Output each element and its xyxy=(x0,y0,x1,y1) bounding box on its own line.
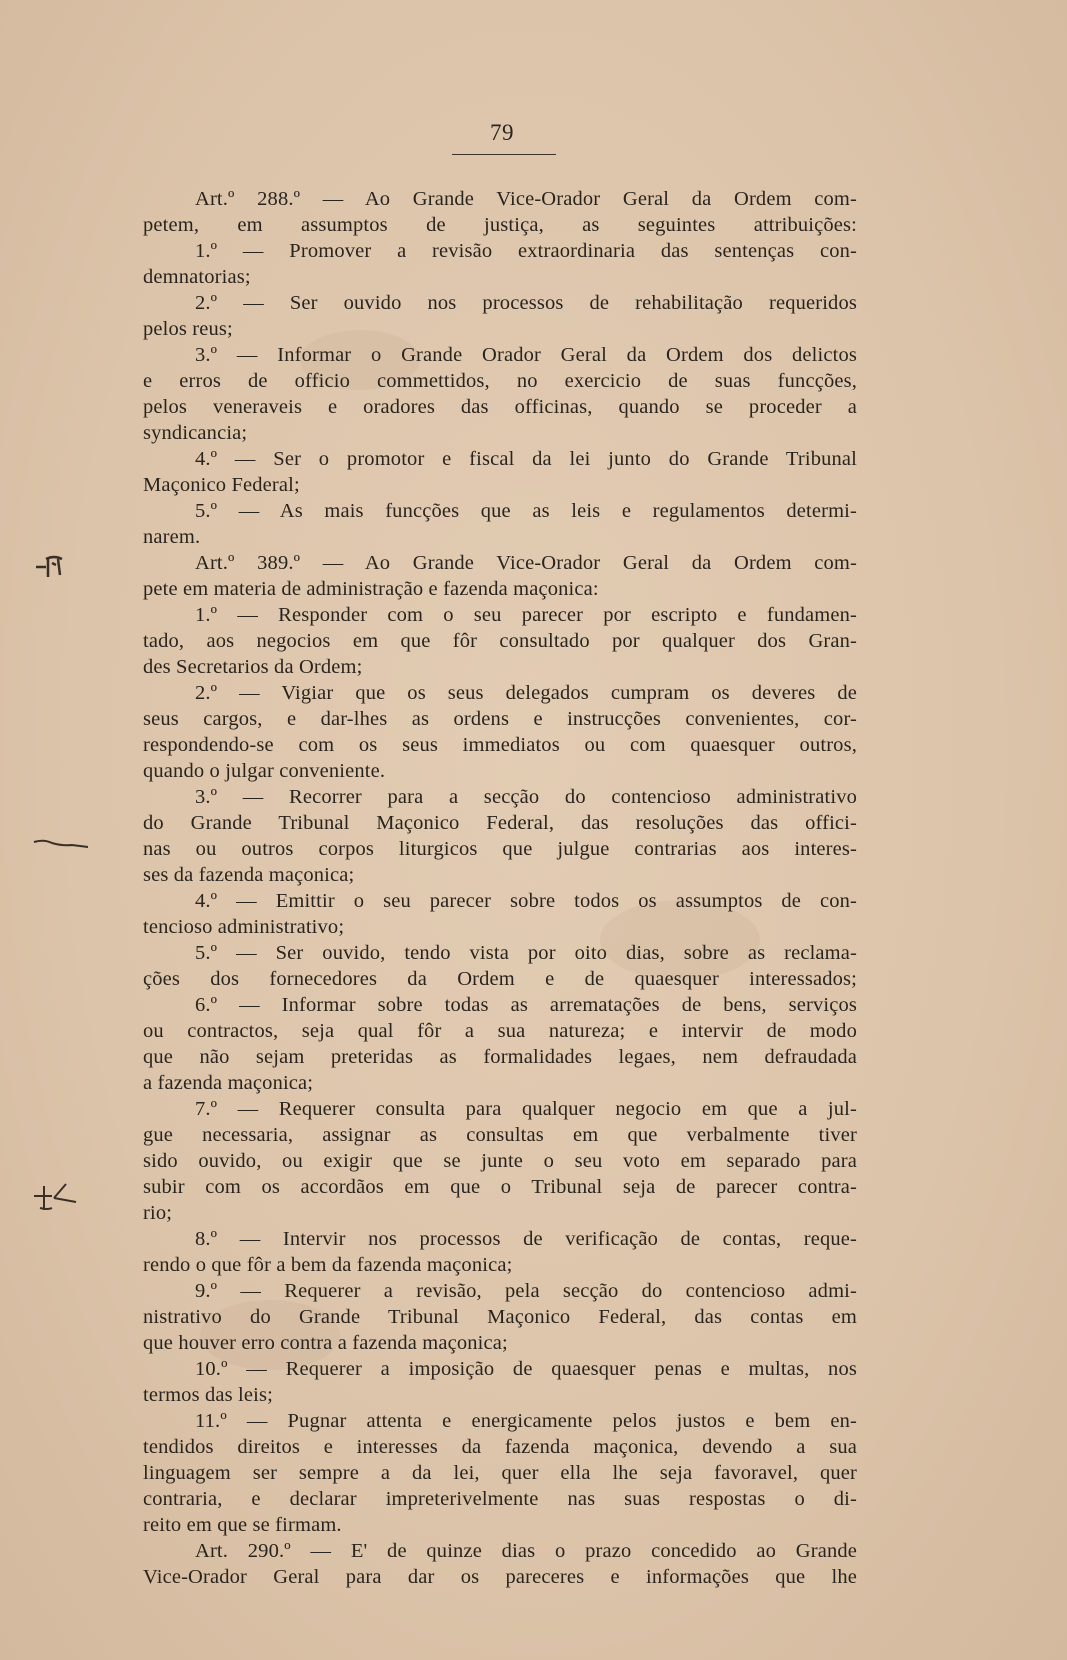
text-line: que houver erro contra a fazenda maçonica; xyxy=(143,1332,508,1354)
text-line: sido ouvido, ou exigir que se junte o seu voto em separado para xyxy=(143,1150,857,1172)
text-line: linguagem ser sempre a da lei, quer ella lhe seja favoravel, quer xyxy=(143,1462,857,1484)
text-line: 11.º — Pugnar attenta e energicamente pelos justos e bem en- xyxy=(195,1410,857,1432)
text-line: respondendo-se com os seus immediatos ou com quaesquer outros, xyxy=(143,734,857,756)
text-line: pelos veneraveis e oradores das officinas, quando se proceder a xyxy=(143,396,857,418)
text-line: 6.º — Informar sobre todas as arrematações de bens, serviços xyxy=(195,994,857,1016)
text-line: a fazenda maçonica; xyxy=(143,1072,314,1094)
text-line: subir com os accordãos em que o Tribunal seja de parecer contra- xyxy=(143,1176,857,1198)
text-line: 5.º — As mais funcções que as leis e regulamentos determi- xyxy=(195,500,857,522)
text-line: gue necessaria, assignar as consultas em que verbalmente tiver xyxy=(143,1124,857,1146)
text-line: rio; xyxy=(143,1202,173,1224)
text-line: 8.º — Intervir nos processos de verificação de contas, reque- xyxy=(195,1228,857,1250)
text-line: 2.º — Ser ouvido nos processos de rehabilitação requeridos xyxy=(195,292,857,314)
margin-pencil-mark xyxy=(34,553,74,581)
margin-pencil-mark xyxy=(30,1178,85,1213)
page-number-rule xyxy=(452,154,556,155)
text-line: pelos reus; xyxy=(143,318,233,340)
text-line: nistrativo do Grande Tribunal Maçonico Federal, das contas em xyxy=(143,1306,857,1328)
text-line: reito em que se firmam. xyxy=(143,1514,342,1536)
text-line: tado, aos negocios em que fôr consultado por qualquer dos Gran- xyxy=(143,630,857,652)
text-line: que não sejam preteridas as formalidades legaes, nem defraudada xyxy=(143,1046,857,1068)
text-line: seus cargos, e dar-lhes as ordens e instrucções convenientes, cor- xyxy=(143,708,857,730)
text-line: 9.º — Requerer a revisão, pela secção do contencioso admi- xyxy=(195,1280,857,1302)
text-line: do Grande Tribunal Maçonico Federal, das resoluções das offici- xyxy=(143,812,857,834)
text-line: tendidos direitos e interesses da fazenda maçonica, devendo a sua xyxy=(143,1436,857,1458)
text-line: termos das leis; xyxy=(143,1384,273,1406)
text-line: demnatorias; xyxy=(143,266,251,288)
text-line: Vice-Orador Geral para dar os pareceres e informações que lhe xyxy=(143,1566,857,1588)
text-line: 1.º — Promover a revisão extraordinaria das sentenças con- xyxy=(195,240,857,262)
text-line: ses da fazenda maçonica; xyxy=(143,864,355,886)
text-line: Art. 290.º — E' de quinze dias o prazo concedido ao Grande xyxy=(195,1540,857,1562)
text-line: Art.º 288.º — Ao Grande Vice-Orador Geral da Ordem com- xyxy=(195,188,857,210)
text-line: des Secretarios da Ordem; xyxy=(143,656,363,678)
text-line: contraria, e declarar impreterivelmente nas suas respostas o di- xyxy=(143,1488,857,1510)
text-line: ou contractos, seja qual fôr a sua natureza; e intervir de modo xyxy=(143,1020,857,1042)
text-line: syndicancia; xyxy=(143,422,248,444)
text-line: Maçonico Federal; xyxy=(143,474,300,496)
text-line: nas ou outros corpos liturgicos que julgue contrarias aos interes- xyxy=(143,838,857,860)
text-line: petem, em assumptos de justiça, as seguintes attribuições: xyxy=(143,214,857,236)
text-line: pete em materia de administração e fazenda maçonica: xyxy=(143,578,599,600)
text-line: 2.º — Vigiar que os seus delegados cumpram os deveres de xyxy=(195,682,857,704)
text-line: narem. xyxy=(143,526,201,548)
text-line: 5.º — Ser ouvido, tendo vista por oito dias, sobre as reclama- xyxy=(195,942,857,964)
page-number: 79 xyxy=(490,120,514,145)
text-line: 1.º — Responder com o seu parecer por escripto e fundamen- xyxy=(195,604,857,626)
text-line: 4.º — Emittir o seu parecer sobre todos os assumptos de con- xyxy=(195,890,857,912)
text-line: tencioso administrativo; xyxy=(143,916,345,938)
text-line: Art.º 389.º — Ao Grande Vice-Orador Geral da Ordem com- xyxy=(195,552,857,574)
text-line: ções dos fornecedores da Ordem e de quaesquer interessados; xyxy=(143,968,857,990)
text-line: 7.º — Requerer consulta para qualquer negocio em que a jul- xyxy=(195,1098,857,1120)
margin-pencil-mark xyxy=(32,837,92,851)
text-line: 3.º — Recorrer para a secção do contencioso administrativo xyxy=(195,786,857,808)
text-line: e erros de officio commettidos, no exercicio de suas funcções, xyxy=(143,370,857,392)
text-line: 10.º — Requerer a imposição de quaesquer penas e multas, nos xyxy=(195,1358,857,1380)
text-line: 3.º — Informar o Grande Orador Geral da Ordem dos delictos xyxy=(195,344,857,366)
text-line: rendo o que fôr a bem da fazenda maçonica; xyxy=(143,1254,513,1276)
text-line: quando o julgar conveniente. xyxy=(143,760,386,782)
text-line: 4.º — Ser o promotor e fiscal da lei junto do Grande Tribunal xyxy=(195,448,857,470)
